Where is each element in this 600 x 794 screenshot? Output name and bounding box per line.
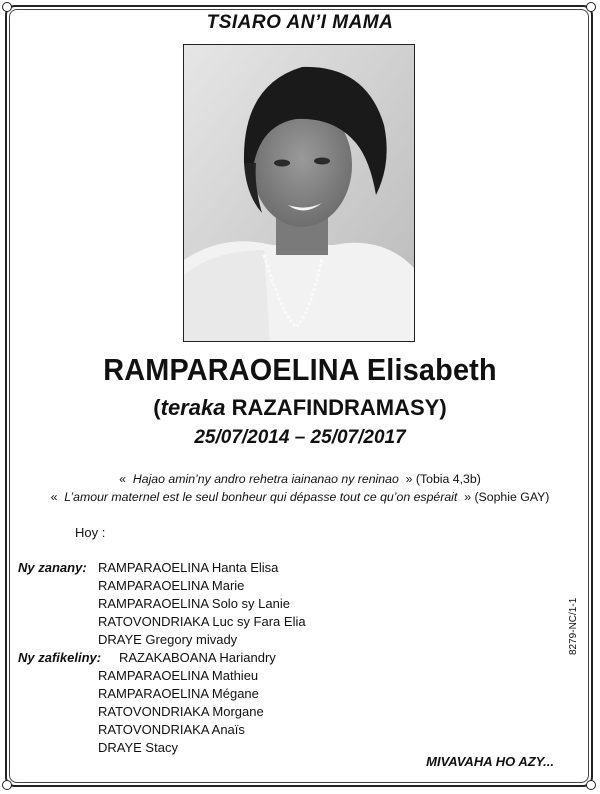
corner-ornament (586, 780, 596, 790)
quote-line: « L’amour maternel est le seul bonheur qui dépasse tout ce qu’on espérait » (Sophie GAY) (50, 490, 550, 504)
list-item: RAMPARAOELINA Mathieu (98, 668, 259, 683)
quote-line: « Hajao amin’ny andro rehetra iainanao ny reninao » (Tobia 4,3b) (119, 472, 481, 486)
list-item: RATOVONDRIAKA Anaïs (98, 722, 245, 737)
list-item: RATOVONDRIAKA Luc sy Fara Elia (98, 614, 306, 629)
list-item: RAMPARAOELINA Mégane (98, 686, 259, 701)
deceased-name: RAMPARAOELINA Elisabeth (103, 352, 497, 387)
reference-code: 8279-NC/1-1 (568, 597, 579, 655)
list-item: DRAYE Stacy (98, 740, 178, 755)
maiden-name: (teraka RAZAFINDRAMASY) (153, 395, 447, 420)
list-item: DRAYE Gregory mivady (98, 632, 238, 647)
announcement-title: TSIARO AN’I MAMA (206, 12, 394, 33)
hoy-label: Hoy : (75, 525, 106, 540)
list-item: RAMPARAOELINA Solo sy Lanie (98, 596, 290, 611)
list-item: RAMPARAOELINA Hanta Elisa (98, 560, 279, 575)
corner-ornament (2, 780, 12, 790)
closing-text: MIVAVAHA HO AZY... (426, 754, 554, 769)
list-item: RATOVONDRIAKA Morgane (98, 704, 264, 719)
corner-ornament (586, 2, 596, 12)
children-label: Ny zanany: (18, 560, 87, 575)
corner-ornament (2, 2, 12, 12)
grandchildren-label: Ny zafikeliny: (18, 650, 102, 665)
memorial-dates: 25/07/2014 – 25/07/2017 (194, 427, 406, 448)
list-item: RAZAKABOANA Hariandry (119, 650, 276, 665)
list-item: RAMPARAOELINA Marie (98, 578, 245, 593)
portrait-photo (183, 44, 415, 342)
